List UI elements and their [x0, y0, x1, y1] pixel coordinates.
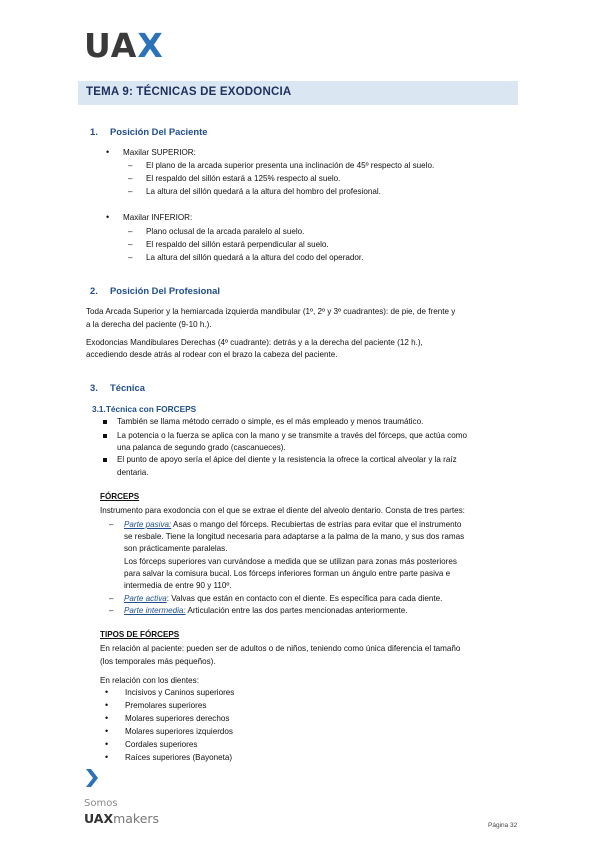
paragraph-line: Los fórceps superiores van curvándose a medida que se utilizan para zonas más posteriores [124, 557, 457, 566]
section-2-heading: 2. Posición Del Profesional [90, 285, 220, 296]
bullet-icon: • [105, 713, 109, 723]
dash-icon: – [128, 161, 133, 170]
dash-icon: – [109, 520, 114, 529]
section-3-heading: 3. Técnica [90, 382, 145, 393]
paragraph-line: se resbale. Tiene la longitud necesaria para adaptarse a la palma de la mano, y sus dos ramas [124, 532, 465, 541]
paragraph-line: Toda Arcada Superior y la hemiarcada izquierda mandibular (1º, 2º y 3º cuadrantes): de pie, de frente y [86, 307, 456, 316]
bullet-icon: • [105, 687, 109, 697]
square-bullet-icon [103, 420, 107, 424]
list-item: dentaria. [117, 468, 149, 477]
list-item: El plano de la arcada superior presenta una inclinación de 45º respecto al suelo. [146, 161, 435, 170]
list-item: Cordales superiores [125, 740, 198, 749]
square-bullet-icon [103, 434, 107, 438]
group-label: Maxilar SUPERIOR: [123, 148, 196, 157]
bullet-icon: • [106, 147, 110, 157]
paragraph-line: a la derecha del paciente (9-10 h.). [86, 320, 212, 329]
square-bullet-icon [103, 458, 107, 462]
forceps-heading: FÓRCEPS [100, 492, 140, 501]
list-item: La potencia o la fuerza se aplica con la mano y se transmite a través del fórceps, que actúa como [117, 431, 468, 440]
dash-icon: – [128, 227, 133, 236]
paragraph-line: para salvar la comisura bucal. Los fórceps inferiores forman un ángulo entre parte pasiva e [124, 569, 451, 578]
bullet-icon: • [105, 700, 109, 710]
section-1-heading: 1. Posición Del Paciente [90, 126, 208, 137]
paragraph-line: accediendo desde atrás al rodear con el brazo la cabeza del paciente. [86, 350, 338, 359]
list-item: El respaldo del sillón estará perpendicular al suelo. [146, 240, 329, 249]
parte-pasiva: Parte pasiva: Asas o mango del fórceps. Recubiertas de estrías para evitar que el instrumento [124, 520, 462, 529]
list-item: También se llama método cerrado o simple, es el más empleado y menos traumático. [117, 417, 424, 426]
dash-icon: – [128, 174, 133, 183]
page-title: TEMA 9: TÉCNICAS DE EXODONCIA [86, 86, 292, 98]
dash-icon: – [128, 240, 133, 249]
list-item: El punto de apoyo sería el ápice del diente y la resistencia la ofrece la cortical alveolar y la raíz [117, 455, 457, 464]
paragraph-line: intermedia de entre 90 y 110º. [124, 581, 232, 590]
list-item: La altura del sillón quedará a la altura del hombro del profesional. [146, 187, 381, 196]
chevron-right-icon [84, 768, 100, 788]
forceps-intro: Instrumento para exodoncia con el que se extrae el diente del alveolo dentario. Consta de tres partes: [100, 506, 465, 515]
footer-uaxmakers: UAXmakers [84, 811, 160, 826]
paragraph-line: (los temporales más pequeños). [100, 657, 216, 666]
list-item: Raíces superiores (Bayoneta) [125, 753, 233, 762]
list-item: El respaldo del sillón estará a 125% respecto al suelo. [146, 174, 341, 183]
list-item: Molares superiores derechos [125, 714, 230, 723]
dash-icon: – [128, 187, 133, 196]
paragraph-line: En relación al paciente: pueden ser de adultos o de niños, teniendo como única diferencia el tamaño [100, 644, 461, 653]
list-item: La altura del sillón quedará a la altura del codo del operador. [146, 253, 364, 262]
list-item: una palanca de segundo grado (cascanueces). [117, 443, 286, 452]
parte-intermedia: Parte intermedia: Articulación entre las dos partes mencionadas anteriormente. [124, 606, 408, 615]
group-label: Maxilar INFERIOR: [123, 213, 193, 222]
footer-somos: Somos [84, 798, 118, 809]
dash-icon: – [128, 253, 133, 262]
dash-icon: – [109, 606, 114, 615]
bullet-icon: • [105, 752, 109, 762]
list-item: Premolares superiores [125, 701, 207, 710]
list-item: Molares superiores izquierdos [125, 727, 233, 736]
tipos-heading: TIPOS DE FÓRCEPS [100, 630, 180, 639]
bullet-icon: • [106, 212, 110, 222]
list-item: Plano oclusal de la arcada paralelo al suelo. [146, 227, 305, 236]
subsection-heading: 3.1.Técnica con FORCEPS [92, 404, 197, 414]
page-number: Página 32 [488, 822, 518, 829]
parte-activa: Parte activa: Valvas que están en contacto con el diente. Es específica para cada diente. [124, 594, 443, 603]
bullet-icon: • [105, 726, 109, 736]
uax-logo: UAX [84, 26, 164, 65]
bullet-icon: • [105, 739, 109, 749]
dientes-intro: En relación con los dientes: [100, 676, 199, 685]
paragraph-line: son prácticamente paralelas. [124, 544, 228, 553]
list-item: Incisivos y Caninos superiores [125, 688, 235, 697]
paragraph-line: Exodoncias Mandibulares Derechas (4º cuadrante): detrás y a la derecha del paciente (12 h.), [86, 338, 423, 347]
dash-icon: – [109, 594, 114, 603]
